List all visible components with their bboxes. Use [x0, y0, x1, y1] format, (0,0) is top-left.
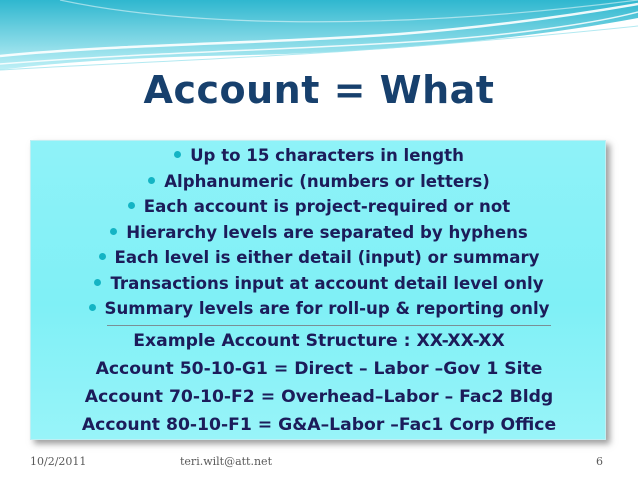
bullet-list	[31, 143, 607, 322]
bullet-dot-icon	[99, 253, 106, 260]
example-heading: Example Account Structure : XX-XX-XX	[133, 331, 505, 351]
example-line: Account 50-10-G1 = Direct – Labor –Gov 1 Site	[95, 359, 543, 379]
footer-email: teri.wilt@att.net	[180, 455, 272, 468]
bullet-dot-icon	[148, 177, 155, 184]
bullet-item: Hierarchy levels are separated by hyphens	[31, 220, 607, 246]
bullet-item: Alphanumeric (numbers or letters)	[31, 169, 607, 195]
bullet-dot-icon	[174, 151, 181, 158]
footer-date: 10/2/2011	[30, 455, 87, 468]
footer-page-number: 6	[596, 455, 603, 468]
bullet-dot-icon	[128, 202, 135, 209]
example-block	[31, 327, 607, 439]
slide-title: Account = What	[143, 68, 495, 112]
divider	[107, 325, 551, 326]
bullet-item: Transactions input at account detail level only	[31, 271, 607, 297]
content-box	[30, 140, 606, 440]
bullet-dot-icon	[110, 228, 117, 235]
example-line: Account 70-10-F2 = Overhead–Labor – Fac2 Bldg	[84, 387, 554, 407]
bullet-item: Each level is either detail (input) or summary	[31, 245, 607, 271]
bullet-item: Summary levels are for roll-up & reporting only	[31, 296, 607, 322]
bullet-dot-icon	[94, 279, 101, 286]
example-line: Account 80-10-F1 = G&A–Labor –Fac1 Corp Office	[81, 415, 557, 435]
bullet-item: Each account is project-required or not	[31, 194, 607, 220]
bullet-dot-icon	[89, 304, 96, 311]
bullet-item: Up to 15 characters in length	[31, 143, 607, 169]
